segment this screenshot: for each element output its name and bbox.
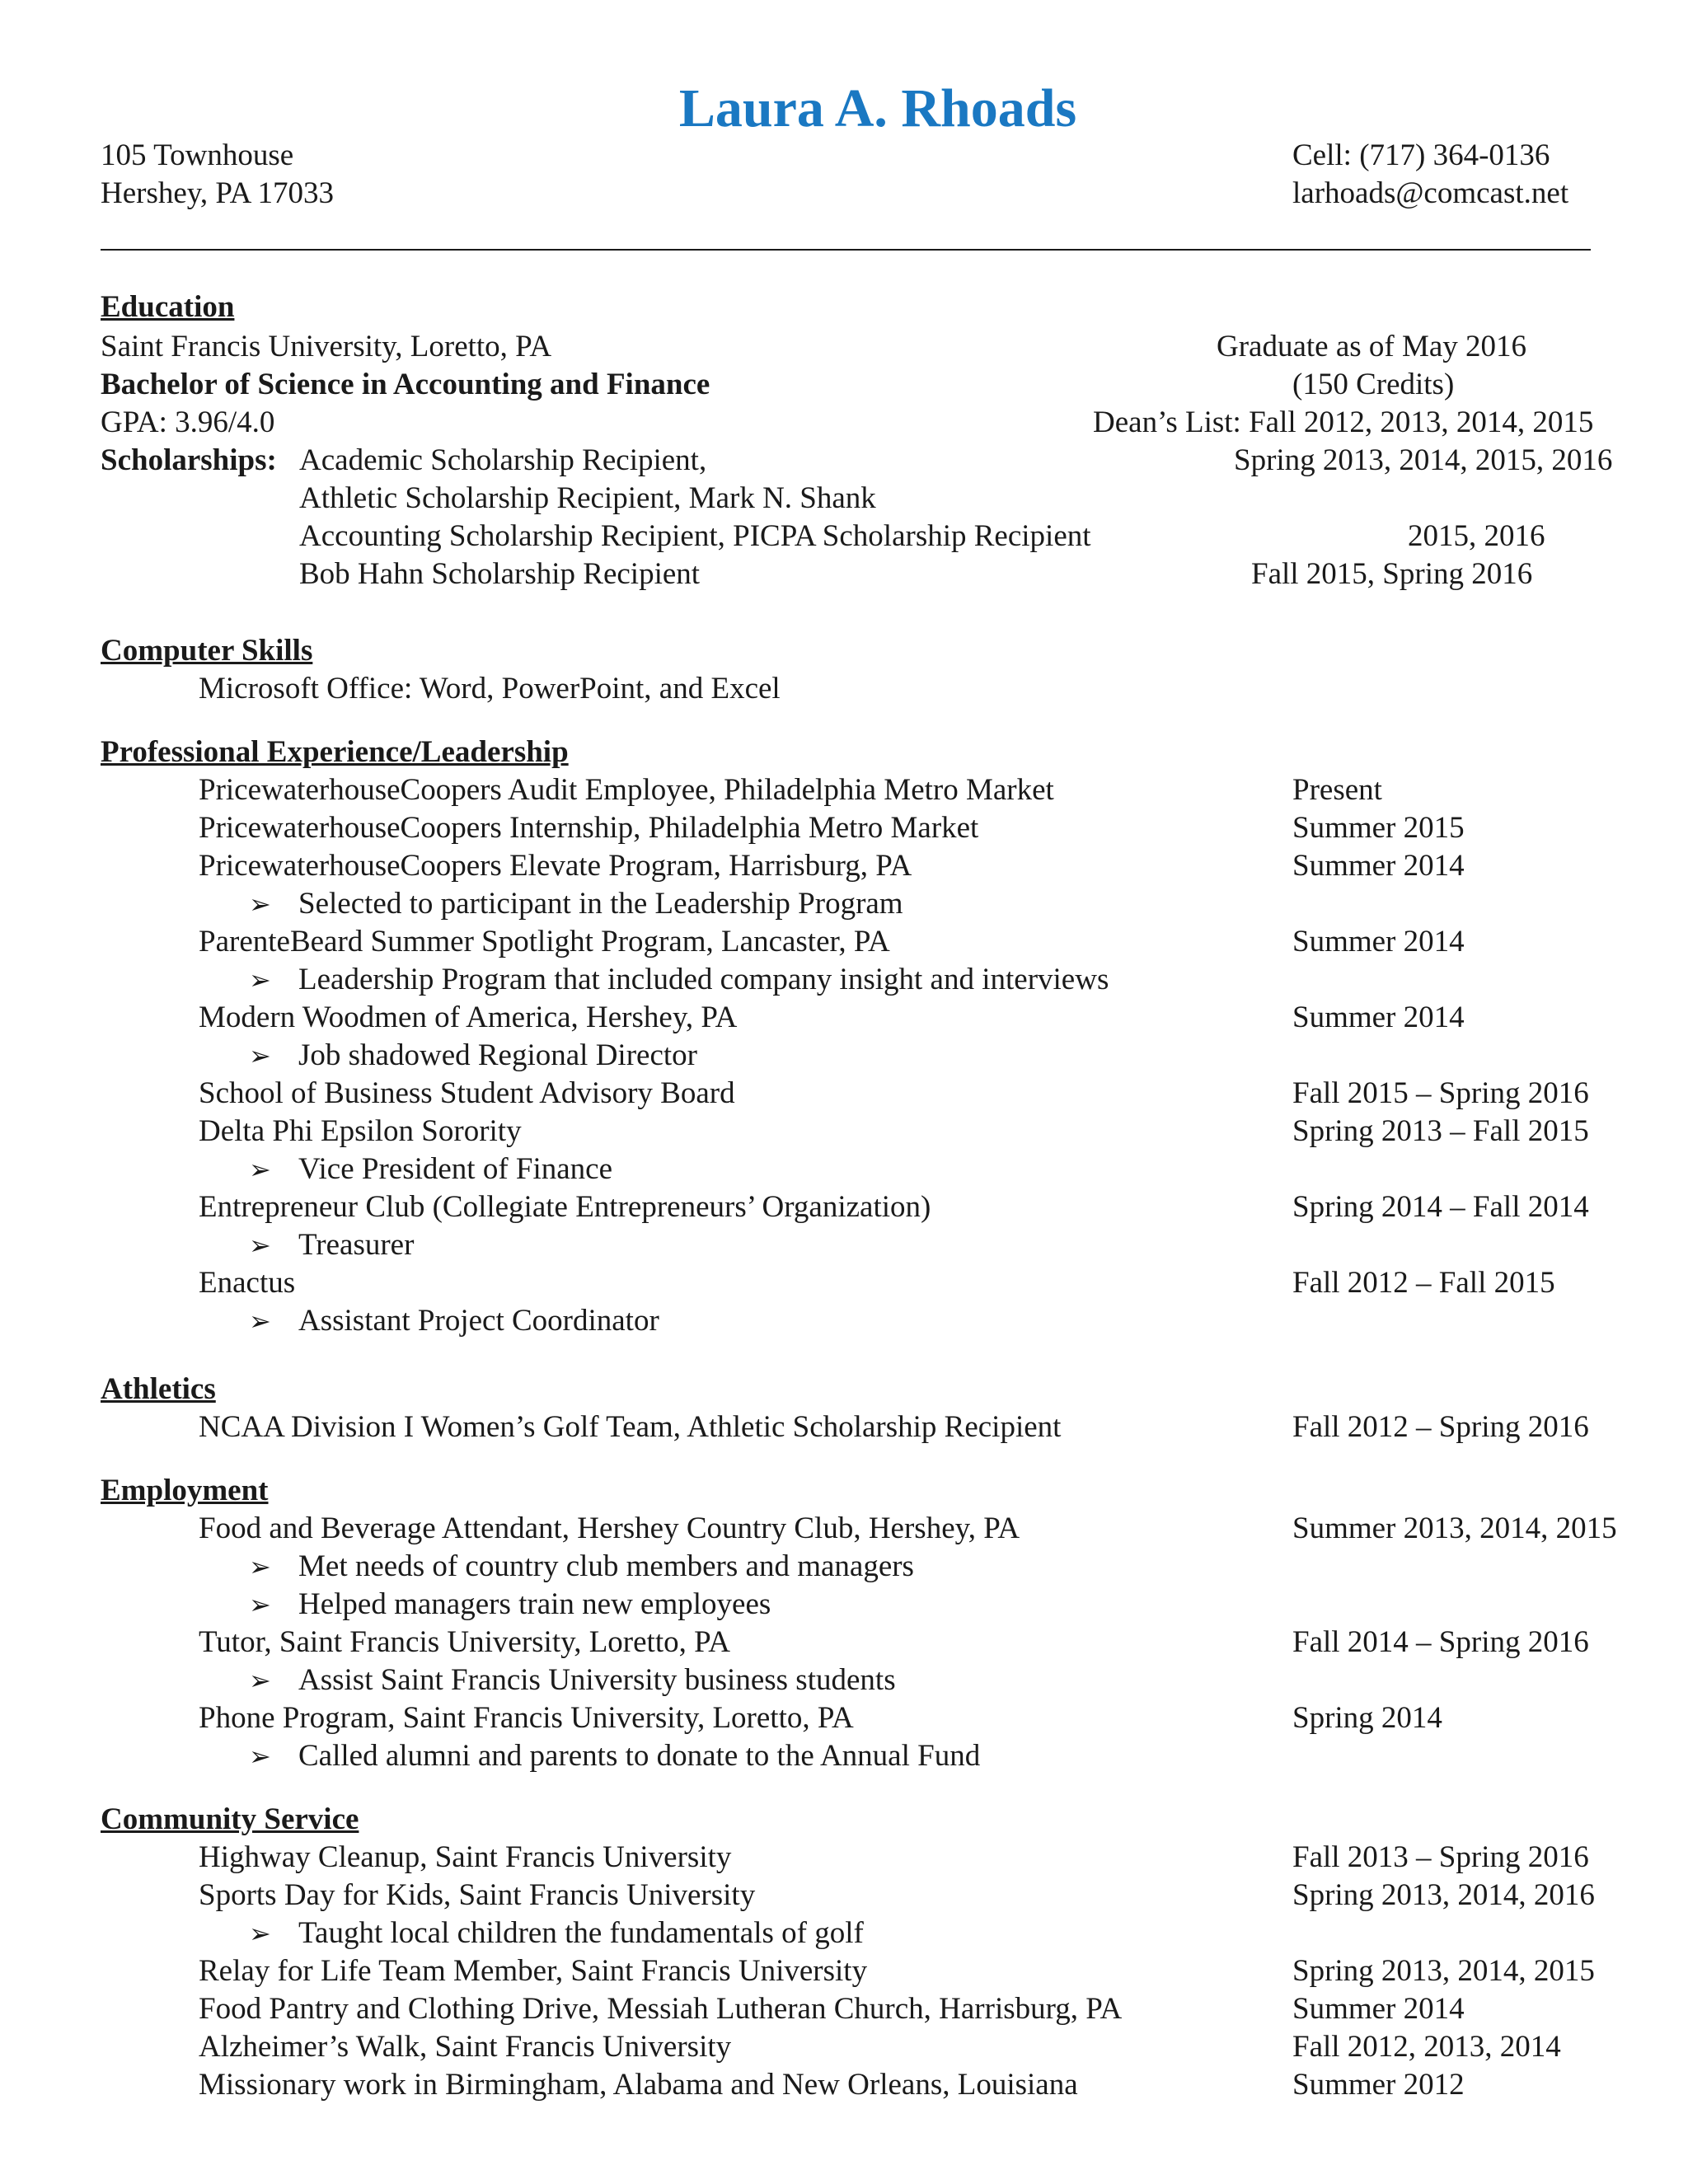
bullet-text: Selected to participant in the Leadership Program [298,887,903,921]
arrow-bullet-icon: ➢ [249,1306,271,1336]
scholarship-item: Bob Hahn Scholarship Recipient [299,557,701,591]
employment-title: Phone Program, Saint Francis University, Loretto, PA [199,1701,854,1735]
community-title: Highway Cleanup, Saint Francis University [199,1840,732,1874]
experience-heading: Professional Experience/Leadership [101,735,569,769]
employment-bullet [249,1661,896,1699]
education-graduation: Graduate as of May 2016 [1217,330,1527,363]
employment-bullet [249,1548,914,1586]
bullet-text: Taught local children the fundamentals of golf [298,1916,864,1950]
community-date: Summer 2014 [1292,1992,1465,2026]
bullet-text: Job shadowed Regional Director [298,1038,697,1072]
address-line-1: 105 Townhouse [101,138,294,172]
employment-date: Fall 2014 – Spring 2016 [1292,1625,1589,1659]
experience-date: Summer 2015 [1292,811,1465,845]
candidate-name: Laura A. Rhoads [678,78,1077,138]
experience-title: Enactus [199,1266,296,1300]
email-address: larhoads@comcast.net [1292,176,1569,210]
education-school: Saint Francis University, Loretto, PA [101,330,552,363]
community-title: Food Pantry and Clothing Drive, Messiah Lutheran Church, Harrisburg, PA [199,1992,1123,2026]
experience-title: PricewaterhouseCoopers Internship, Philadelphia Metro Market [199,811,979,845]
community-date: Spring 2013, 2014, 2016 [1292,1878,1595,1912]
arrow-bullet-icon: ➢ [249,1041,271,1071]
experience-date: Summer 2014 [1292,849,1465,883]
experience-bullet [249,1302,659,1340]
community-title: Missionary work in Birmingham, Alabama and New Orleans, Louisiana [199,2068,1078,2102]
arrow-bullet-icon: ➢ [249,1590,271,1619]
experience-bullet [249,885,903,923]
community-date: Spring 2013, 2014, 2015 [1292,1954,1595,1988]
employment-bullet [249,1586,771,1624]
experience-title: PricewaterhouseCoopers Elevate Program, Harrisburg, PA [199,849,912,883]
scholarship-date: Spring 2013, 2014, 2015, 2016 [1234,443,1613,477]
experience-title: Entrepreneur Club (Collegiate Entrepreneurs’ Organization) [199,1190,931,1224]
community-bullet [249,1915,864,1952]
scholarships-label: Scholarships: [101,443,277,477]
arrow-bullet-icon: ➢ [249,1919,271,1948]
community-title: Alzheimer’s Walk, Saint Francis University [199,2030,732,2064]
experience-bullet [249,1226,414,1264]
community-title: Sports Day for Kids, Saint Francis University [199,1878,756,1912]
education-degree: Bachelor of Science in Accounting and Finance [101,368,710,401]
employment-title: Food and Beverage Attendant, Hershey Country Club, Hershey, PA [199,1511,1020,1545]
arrow-bullet-icon: ➢ [249,1741,271,1771]
experience-date: Fall 2012 – Fall 2015 [1292,1266,1555,1300]
experience-bullet [249,961,1109,999]
experience-title: PricewaterhouseCoopers Audit Employee, Philadelphia Metro Market [199,773,1054,807]
employment-title: Tutor, Saint Francis University, Loretto, PA [199,1625,731,1659]
scholarship-item: Academic Scholarship Recipient, [299,443,707,477]
athletics-date: Fall 2012 – Spring 2016 [1292,1410,1589,1444]
community-date: Fall 2013 – Spring 2016 [1292,1840,1589,1874]
community-title: Relay for Life Team Member, Saint Francis University [199,1954,868,1988]
employment-heading: Employment [101,1474,269,1507]
experience-date: Present [1292,773,1382,807]
bullet-text: Helped managers train new employees [298,1587,771,1621]
education-heading: Education [101,290,235,324]
experience-date: Spring 2014 – Fall 2014 [1292,1190,1589,1224]
athletics-title: NCAA Division I Women’s Golf Team, Athletic Scholarship Recipient [199,1410,1062,1444]
scholarship-item: Athletic Scholarship Recipient, Mark N. Shank [299,481,876,515]
experience-title: Delta Phi Epsilon Sorority [199,1114,522,1148]
bullet-text: Assist Saint Francis University business students [298,1663,896,1697]
employment-date: Summer 2013, 2014, 2015 [1292,1511,1617,1545]
phone-number: Cell: (717) 364-0136 [1292,138,1550,172]
arrow-bullet-icon: ➢ [249,1552,271,1582]
experience-date: Summer 2014 [1292,925,1465,958]
community-date: Summer 2012 [1292,2068,1465,2102]
experience-date: Fall 2015 – Spring 2016 [1292,1076,1589,1110]
experience-date: Spring 2013 – Fall 2015 [1292,1114,1589,1148]
scholarship-date: Fall 2015, Spring 2016 [1251,557,1533,591]
education-credits: (150 Credits) [1292,368,1455,401]
community-date: Fall 2012, 2013, 2014 [1292,2030,1561,2064]
arrow-bullet-icon: ➢ [249,965,271,995]
experience-date: Summer 2014 [1292,1001,1465,1034]
arrow-bullet-icon: ➢ [249,889,271,919]
bullet-text: Treasurer [298,1228,415,1262]
arrow-bullet-icon: ➢ [249,1155,271,1184]
education-deans-list: Dean’s List: Fall 2012, 2013, 2014, 2015 [1093,405,1594,439]
header-divider [101,249,1591,251]
scholarship-date: 2015, 2016 [1408,519,1545,553]
employment-date: Spring 2014 [1292,1701,1442,1735]
bullet-text: Called alumni and parents to donate to the Annual Fund [298,1739,981,1773]
arrow-bullet-icon: ➢ [249,1666,271,1695]
experience-title: Modern Woodmen of America, Hershey, PA [199,1001,738,1034]
employment-bullet [249,1737,980,1775]
arrow-bullet-icon: ➢ [249,1230,271,1260]
scholarship-item: Accounting Scholarship Recipient, PICPA Scholarship Recipient [299,519,1091,553]
bullet-text: Assistant Project Coordinator [298,1304,659,1338]
address-line-2: Hershey, PA 17033 [101,176,334,210]
experience-bullet [249,1037,697,1075]
bullet-text: Met needs of country club members and managers [298,1549,914,1583]
athletics-heading: Athletics [101,1372,216,1406]
experience-title: School of Business Student Advisory Board [199,1076,735,1110]
computer-skills-heading: Computer Skills [101,634,313,668]
experience-bullet [249,1151,612,1188]
community-heading: Community Service [101,1802,359,1836]
experience-title: ParenteBeard Summer Spotlight Program, Lancaster, PA [199,925,890,958]
education-gpa: GPA: 3.96/4.0 [101,405,275,439]
computer-skills-item: Microsoft Office: Word, PowerPoint, and Excel [199,672,781,705]
bullet-text: Vice President of Finance [298,1152,613,1186]
bullet-text: Leadership Program that included company insight and interviews [298,963,1109,996]
